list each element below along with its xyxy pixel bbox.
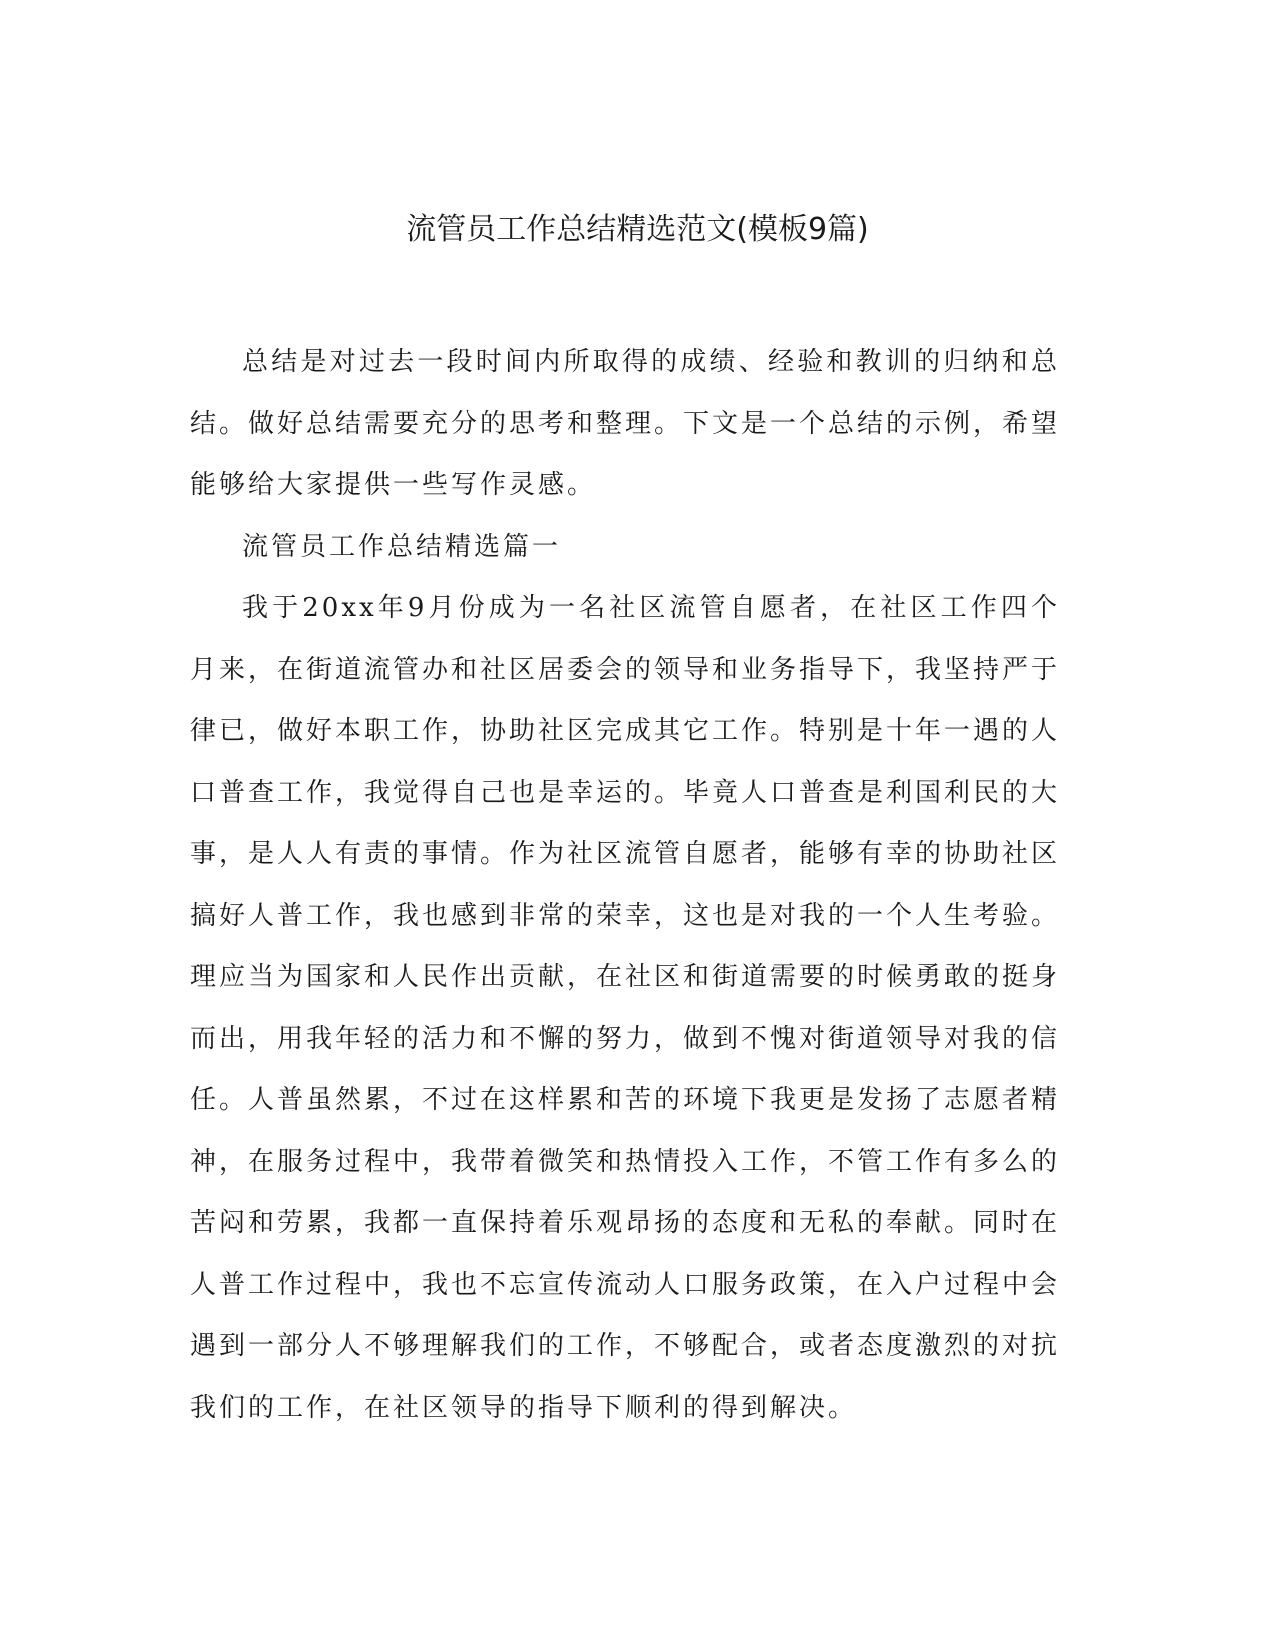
body-paragraph: 我于20xx年9月份成为一名社区流管自愿者，在社区工作四个月来，在街道流管办和社区居委会的领导和业务指导下，我坚持严于律已，做好本职工作，协助社区完成其它工作。特别是十年一遇的人口普查工作，我觉得自己也是幸运的。毕竟人口普查是利国利民的大事，是人人有责的事情。作为社区流管自愿者，能够有幸的协助社区搞好人普工作，我也感到非常的荣幸，这也是对我的一个人生考验。理应当为国家和人民作出贡献，在社区和街道需要的时候勇敢的挺身而出，用我年轻的活力和不懈的努力，做到不愧对街道领导对我的信任。人普虽然累，不过在这样累和苦的环境下我更是发扬了志愿者精神，在服务过程中，我带着微笑和热情投入工作，不管工作有多么的苦闷和劳累，我都一直保持着乐观昂扬的态度和无私的奉献。同时在人普工作过程中，我也不忘宣传流动人口服务政策，在入户过程中会遇到一部分人不够理解我们的工作，不够配合，或者态度激烈的对抗我们的工作，在社区领导的指导下顺利的得到解决。 bbox=[190, 593, 1061, 1423]
section-heading: 流管员工作总结精选篇一 bbox=[242, 531, 562, 562]
intro-paragraph: 总结是对过去一段时间内所取得的成绩、经验和教训的归纳和总结。做好总结需要充分的思考和整理。下文是一个总结的示例，希望能够给大家提供一些写作灵感。 bbox=[190, 347, 1061, 500]
document-title: 流管员工作总结精选范文(模板9篇) bbox=[406, 212, 869, 247]
document-body bbox=[190, 332, 1060, 1439]
